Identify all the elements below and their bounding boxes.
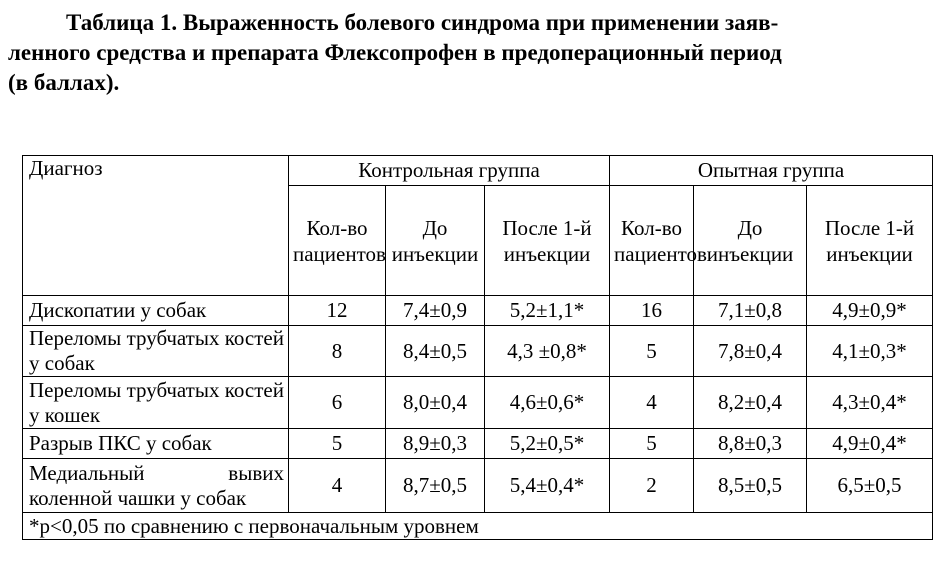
pain-score-table	[22, 155, 933, 540]
control-group-header: Контрольная группа	[289, 156, 610, 186]
control-after-cell: 4,3 ±0,8*	[485, 326, 610, 377]
experimental-after-cell: 4,3±0,4*	[807, 377, 933, 429]
control-before-cell: 8,7±0,5	[386, 459, 485, 513]
control-count-cell: 8	[289, 326, 386, 377]
table-caption	[8, 8, 938, 98]
experimental-count-cell: 5	[610, 326, 694, 377]
experimental-after-cell: 4,9±0,9*	[807, 296, 933, 326]
control-before-cell: 7,4±0,9	[386, 296, 485, 326]
control-after-cell: 5,2±0,5*	[485, 429, 610, 459]
table-row	[23, 377, 933, 429]
experimental-before-cell: 7,8±0,4	[694, 326, 807, 377]
control-count-cell: 12	[289, 296, 386, 326]
experimental-after-cell: 6,5±0,5	[807, 459, 933, 513]
control-before-cell: 8,4±0,5	[386, 326, 485, 377]
control-after-cell: 4,6±0,6*	[485, 377, 610, 429]
table-row	[23, 429, 933, 459]
control-count-cell: 4	[289, 459, 386, 513]
experimental-group-header: Опытная группа	[610, 156, 933, 186]
caption-line-1: Таблица 1. Выраженность болевого синдрома при применении заяв-	[66, 10, 779, 35]
diagnosis-header: Диагноз	[23, 156, 289, 296]
diagnosis-cell: Разрыв ПКС у собак	[23, 429, 289, 459]
footnote: *p<0,05 по сравнению с первоначальным уровнем	[23, 513, 933, 540]
experimental-patient-count-header: Кол-во пациентов	[610, 186, 694, 296]
experimental-before-cell: 8,8±0,3	[694, 429, 807, 459]
control-count-cell: 6	[289, 377, 386, 429]
control-after-first-injection-header: После 1-й инъекции	[485, 186, 610, 296]
control-before-cell: 8,0±0,4	[386, 377, 485, 429]
control-before-cell: 8,9±0,3	[386, 429, 485, 459]
table-row	[23, 459, 933, 513]
caption-line-2: ленного средства и препарата Флексопрофен в предоперационный период	[8, 40, 782, 65]
diagnosis-cell: Дископатии у собак	[23, 296, 289, 326]
control-before-injection-header: До инъекции	[386, 186, 485, 296]
diagnosis-cell: Медиальный вывих коленной чашки у собак	[23, 459, 289, 513]
control-patient-count-header: Кол-во пациентов	[289, 186, 386, 296]
experimental-after-cell: 4,1±0,3*	[807, 326, 933, 377]
control-after-cell: 5,4±0,4*	[485, 459, 610, 513]
experimental-count-cell: 4	[610, 377, 694, 429]
control-after-cell: 5,2±1,1*	[485, 296, 610, 326]
experimental-count-cell: 16	[610, 296, 694, 326]
experimental-before-cell: 7,1±0,8	[694, 296, 807, 326]
table-row	[23, 326, 933, 377]
experimental-count-cell: 2	[610, 459, 694, 513]
experimental-after-cell: 4,9±0,4*	[807, 429, 933, 459]
diagnosis-cell: Переломы трубчатых костей у собак	[23, 326, 289, 377]
caption-line-3: (в баллах).	[8, 70, 120, 95]
experimental-before-cell: 8,5±0,5	[694, 459, 807, 513]
experimental-before-injection-header: До инъекции	[694, 186, 807, 296]
table-row	[23, 296, 933, 326]
experimental-count-cell: 5	[610, 429, 694, 459]
experimental-before-cell: 8,2±0,4	[694, 377, 807, 429]
control-count-cell: 5	[289, 429, 386, 459]
diagnosis-cell: Переломы трубчатых костей у кошек	[23, 377, 289, 429]
experimental-after-first-injection-header: После 1-й инъекции	[807, 186, 933, 296]
